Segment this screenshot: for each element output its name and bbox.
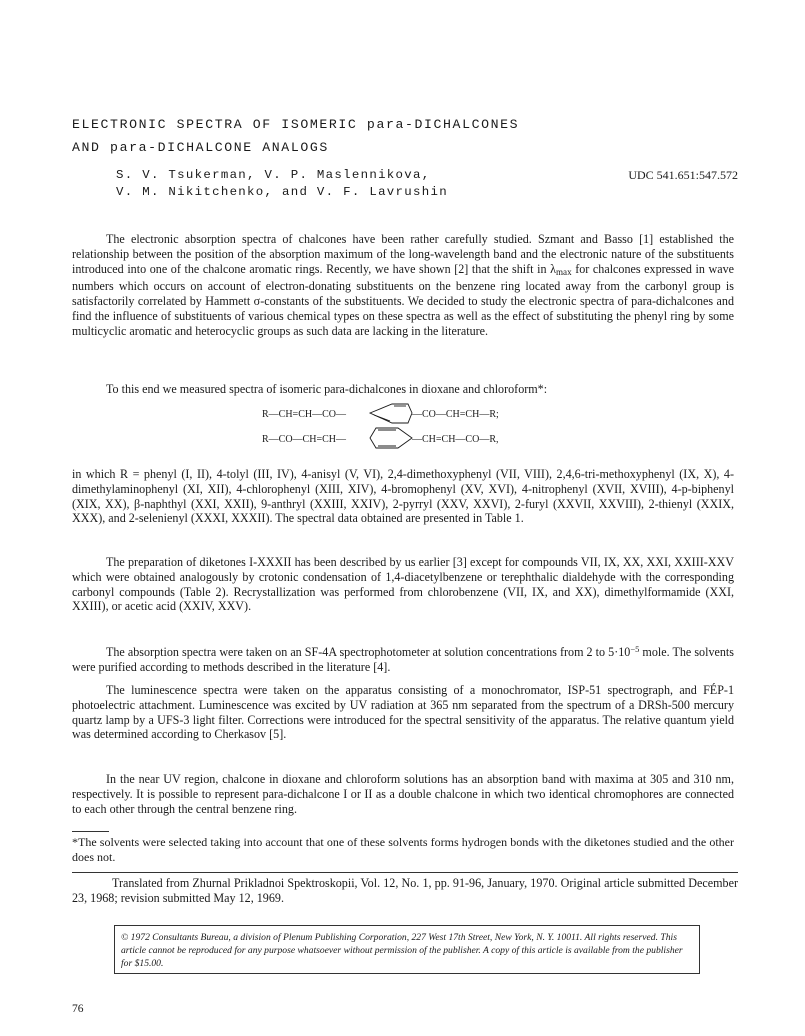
translation-note [72, 876, 738, 906]
p1-text-a: The electronic absorption spectra of chalcones have been rather carefully studied. Szmant and Basso [1] established the relationship between the position of the absorption maximum of the long-wavelength band and the electronic nature of the substituents introduced into one of the chalcone aromatic rings. Recently, we have shown [2] that the shift in λ [72, 232, 734, 276]
uv-region-paragraph [72, 772, 734, 816]
title-line-1: ELECTRONIC SPECTRA OF ISOMERIC para-DICHALCONES [72, 117, 520, 132]
copyright-text: © 1972 Consultants Bureau, a division of Plenum Publishing Corporation, 227 West 17th Street, New York, N. Y. 10011. All rights reserved. This article cannot be reproduced for any purpose whatsoever without permission of the publisher. A copy of this article is available from the publisher for $15.00. [121, 932, 683, 969]
exponent: −5 [630, 644, 640, 654]
measurement-paragraph [72, 382, 734, 397]
page-number: 76 [72, 1003, 84, 1015]
author-list [116, 167, 536, 201]
substituents-paragraph [72, 467, 734, 526]
p6-text: The luminescence spectra were taken on the apparatus consisting of a monochromator, ISP-51 spectrograph, and FÉP-1 photoelectric attachment. Luminescence was excited by UV radiation at 365 nm separated from the spectrum of a DRSh-500 mercury quartz lamp by a UFS-3 light filter. Corrections were introduced for the spectral sensitivity of the apparatus. The relative quantum yield was determined according to Cherkasov [5]. [72, 683, 734, 742]
copyright-box [114, 925, 700, 974]
formula-left-2: R—CO—CH=CH— [262, 434, 346, 445]
footnote-divider [72, 831, 109, 832]
p5-text-a: The absorption spectra were taken on an SF-4A spectrophotometer at solution concentrations from 2 to 5·10 [106, 645, 631, 659]
formula-diagram [262, 401, 562, 453]
absorption-paragraph [72, 642, 734, 675]
formula-left-1: R—CH=CH—CO— [262, 409, 346, 420]
title-line-2: AND para-DICHALCONE ANALOGS [72, 140, 329, 155]
intro-paragraph [72, 232, 734, 339]
benzene-ring-icon [370, 404, 412, 448]
chemical-formula [262, 401, 562, 453]
p5-text-b: mole. The solvents were purified according to methods described in the literature [4]. [72, 645, 734, 674]
authors-line-2: V. M. Nikitchenko, and V. F. Lavrushin [116, 185, 448, 199]
udc-code: UDC 541.651:547.572 [628, 168, 738, 182]
translation-text: Translated from Zhurnal Prikladnoi Spektroskopii, Vol. 12, No. 1, pp. 91-96, January, 1970. Original article submitted December 23, 1968; revision submitted May 12, 1969. [72, 876, 738, 905]
formula-right-1: —CO—CH=CH—R; [412, 409, 499, 420]
translation-divider [72, 872, 738, 873]
authors-line-1: S. V. Tsukerman, V. P. Maslennikova, [116, 168, 431, 182]
paper-title [72, 113, 752, 159]
footnote: *The solvents were selected taking into account that one of these solvents forms hydrogen bonds with the diketones studied and the other does not. [72, 835, 734, 864]
formula-right-2: —CH=CH—CO—R, [412, 434, 499, 445]
p7-text: In the near UV region, chalcone in dioxane and chloroform solutions has an absorption band with maxima at 305 and 310 nm, respectively. It is possible to represent para-dichalcone I or II as a double chalcone in which two identical chromophores are connected to each other through the central benzene ring. [72, 772, 734, 816]
lambda-max-subscript: max [556, 266, 572, 277]
luminescence-paragraph [72, 683, 734, 742]
preparation-paragraph [72, 555, 734, 614]
p4-text: The preparation of diketones I-XXXII has been described by us earlier [3] except for compounds VII, IX, XX, XXI, XXIII-XXV which were obtained analogously by crotonic condensation of 1,4-diacetylbenzene or terephthalic dialdehyde with the corresponding carbonyl compounds (Table 2). Recrystallization was performed from chlorobenzene (VII, IX, and XX), dimethylformamide (XXI, XXIII), or acetic acid (XXIV, XXV). [72, 555, 734, 614]
p1-text-b: for chalcones expressed in wave numbers which occurs on account of electron-donating substituents on the benzene ring located away from the carbonyl group is satisfactorily correlated by Hammett σ-constants of the substituents. We decided to study the electronic spectra of para-dichalcones and find the influence of substituents of various chemical types on these spectra as well as the effect of substituting the phenyl ring by some multicyclic aromatic and heterocyclic groups as such data are lacking in the literature. [72, 261, 734, 338]
p2-text: To this end we measured spectra of isomeric para-dichalcones in dioxane and chloroform*: [106, 382, 548, 396]
p3-text: in which R = phenyl (I, II), 4-tolyl (III, IV), 4-anisyl (V, VI), 2,4-dimethoxyphenyl (VII, VIII), 2,4,6-tri-methoxyphenyl (IX, X), 4-dimethylaminophenyl (XI, XII), 4-chlorophenyl (XIII, XIV), 4-bromophenyl (XV, XVI), 4-nitrophenyl (XVII, XVIII), 4-p-biphenyl (XIX, XX), β-naphthyl (XXI, XXII), 9-anthryl (XXIII, XXIV), 2-pyrryl (XXV, XXVI), 2-furyl (XXVII, XXVIII), 2-thienyl (XXIX, XXX), and 2-selenienyl (XXXI, XXXII). The spectral data obtained are presented in Table 1. [72, 467, 734, 526]
